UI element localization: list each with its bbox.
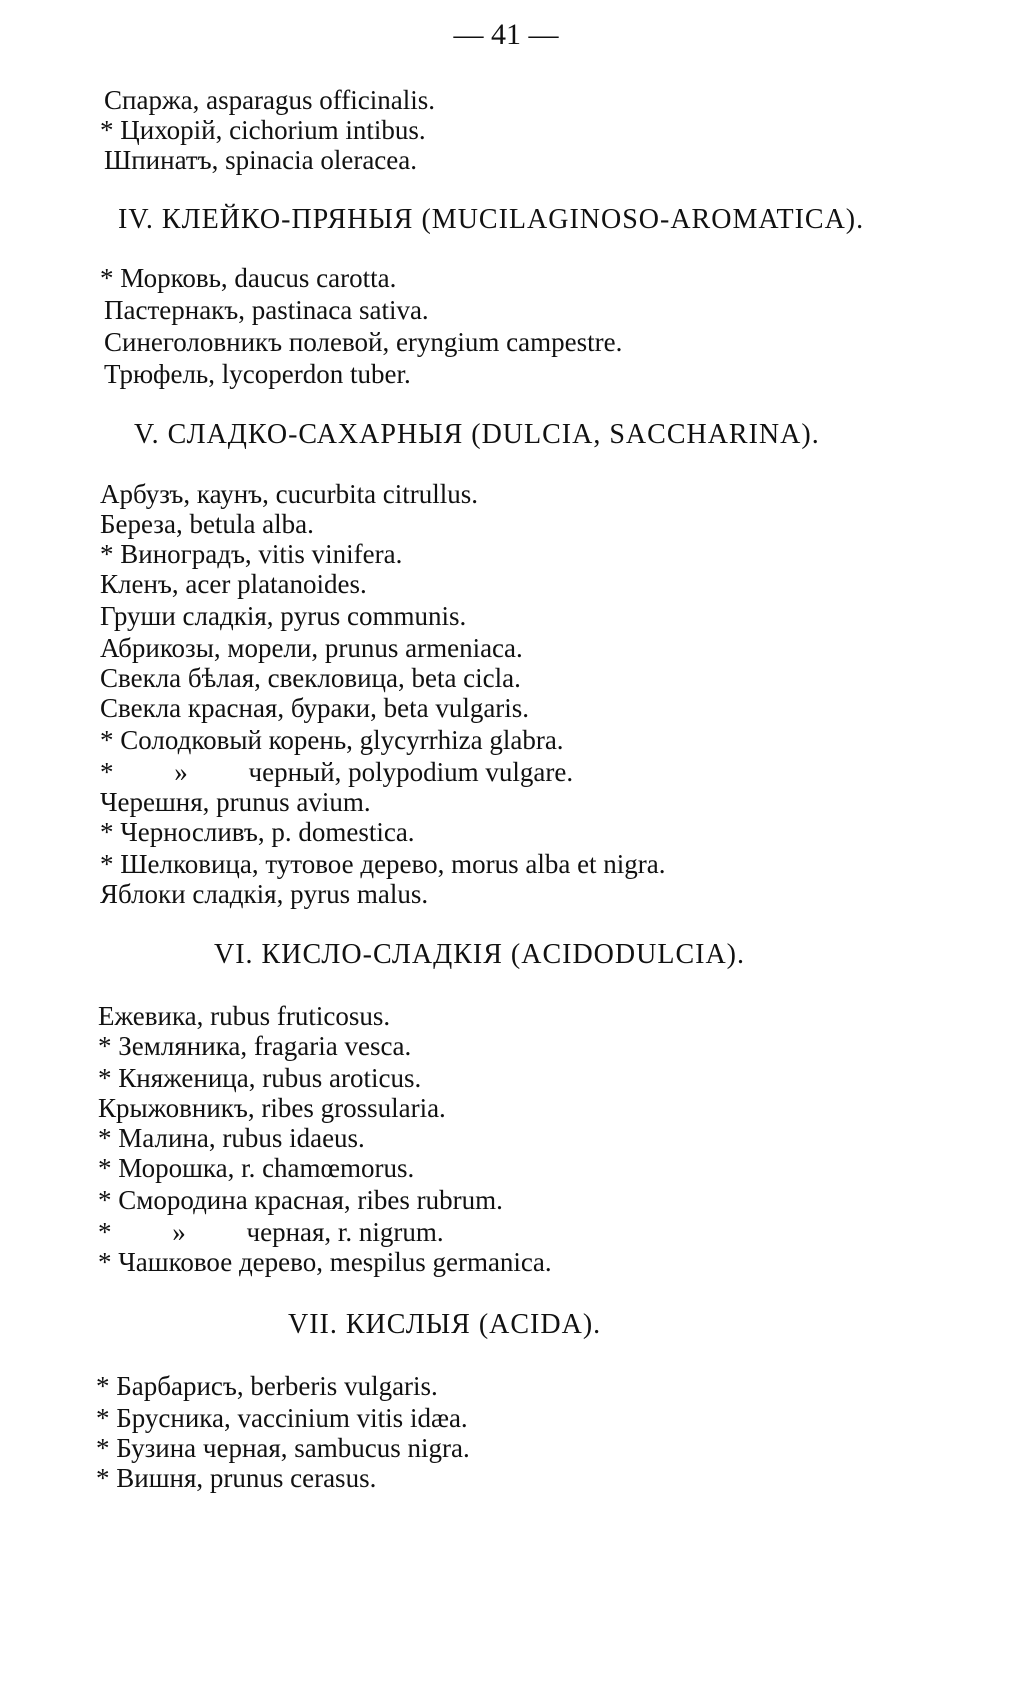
list-item: * Вишня, prunus cerasus. [96,1463,377,1493]
list-item: * » черная, r. nigrum. [98,1217,444,1247]
list-item: * Смородина красная, ribes rubrum. [98,1185,503,1215]
list-item: * Виноградъ, vitis vinifera. [100,539,403,569]
list-item: * Земляника, fragaria vesca. [98,1031,412,1061]
list-item: * Черносливъ, p. domestica. [100,817,415,847]
list-item: * » черный, polypodium vulgare. [100,757,574,787]
list-item: * Малина, rubus idaeus. [98,1123,365,1153]
list-item: Кленъ, acer platanoides. [100,569,367,599]
list-item: Свекла бѣлая, свекловица, beta cicla. [100,663,521,693]
list-item: Свекла красная, бураки, beta vulgaris. [100,693,530,723]
list-item: Трюфель, lycoperdon tuber. [104,359,411,389]
list-item: * Княженица, rubus aroticus. [98,1063,422,1093]
list-item: Груши сладкія, pyrus communis. [100,601,467,631]
list-item: * Морковь, daucus carotta. [100,263,397,293]
list-item: Береза, betula alba. [100,509,314,539]
list-item: Синеголовникъ полевой, eryngium campestre. [104,327,623,357]
list-item: * Барбарисъ, berberis vulgaris. [96,1371,438,1401]
list-item: * Солодковый корень, glycyrrhiza glabra. [100,725,564,755]
list-item: Пастернакъ, pastinaca sativa. [104,295,429,325]
section-heading-iv: IV. КЛЕЙКО-ПРЯНЫЯ (MUCILAGINOSO-AROMATICA). [118,204,865,235]
section-heading-vii: VII. КИСЛЫЯ (ACIDA). [288,1309,602,1340]
list-item: Спаржа, asparagus officinalis. [104,85,436,115]
list-item: Крыжовникъ, ribes grossularia. [98,1093,446,1123]
page-number: — 41 — [453,18,559,51]
list-item: * Бузина черная, sambucus nigra. [96,1433,470,1463]
list-item: Яблоки сладкія, pyrus malus. [100,879,429,909]
list-item: Арбузъ, каунъ, cucurbita citrullus. [100,479,479,509]
list-item: * Чашковое дерево, mespilus germanica. [98,1247,552,1277]
list-item: Ежевика, rubus fruticosus. [98,1001,391,1031]
list-item: * Брусника, vaccinium vitis idæa. [96,1403,468,1433]
list-item: * Шелковица, тутовое дерево, morus alba et nigra. [100,849,666,879]
list-item: Абрикозы, морели, prunus armeniaca. [100,633,523,663]
list-item: Черешня, prunus avium. [100,787,371,817]
list-item: Шпинатъ, spinacia oleracea. [104,145,418,175]
section-heading-v: V. СЛАДКО-САХАРНЫЯ (DULCIA, SACCHARINA). [134,419,820,450]
list-item: * Цихорій, cichorium intibus. [100,115,426,145]
section-heading-vi: VI. КИСЛО-СЛАДКІЯ (ACIDODULCIA). [214,939,745,970]
list-item: * Морошка, r. chamœmorus. [98,1153,415,1183]
